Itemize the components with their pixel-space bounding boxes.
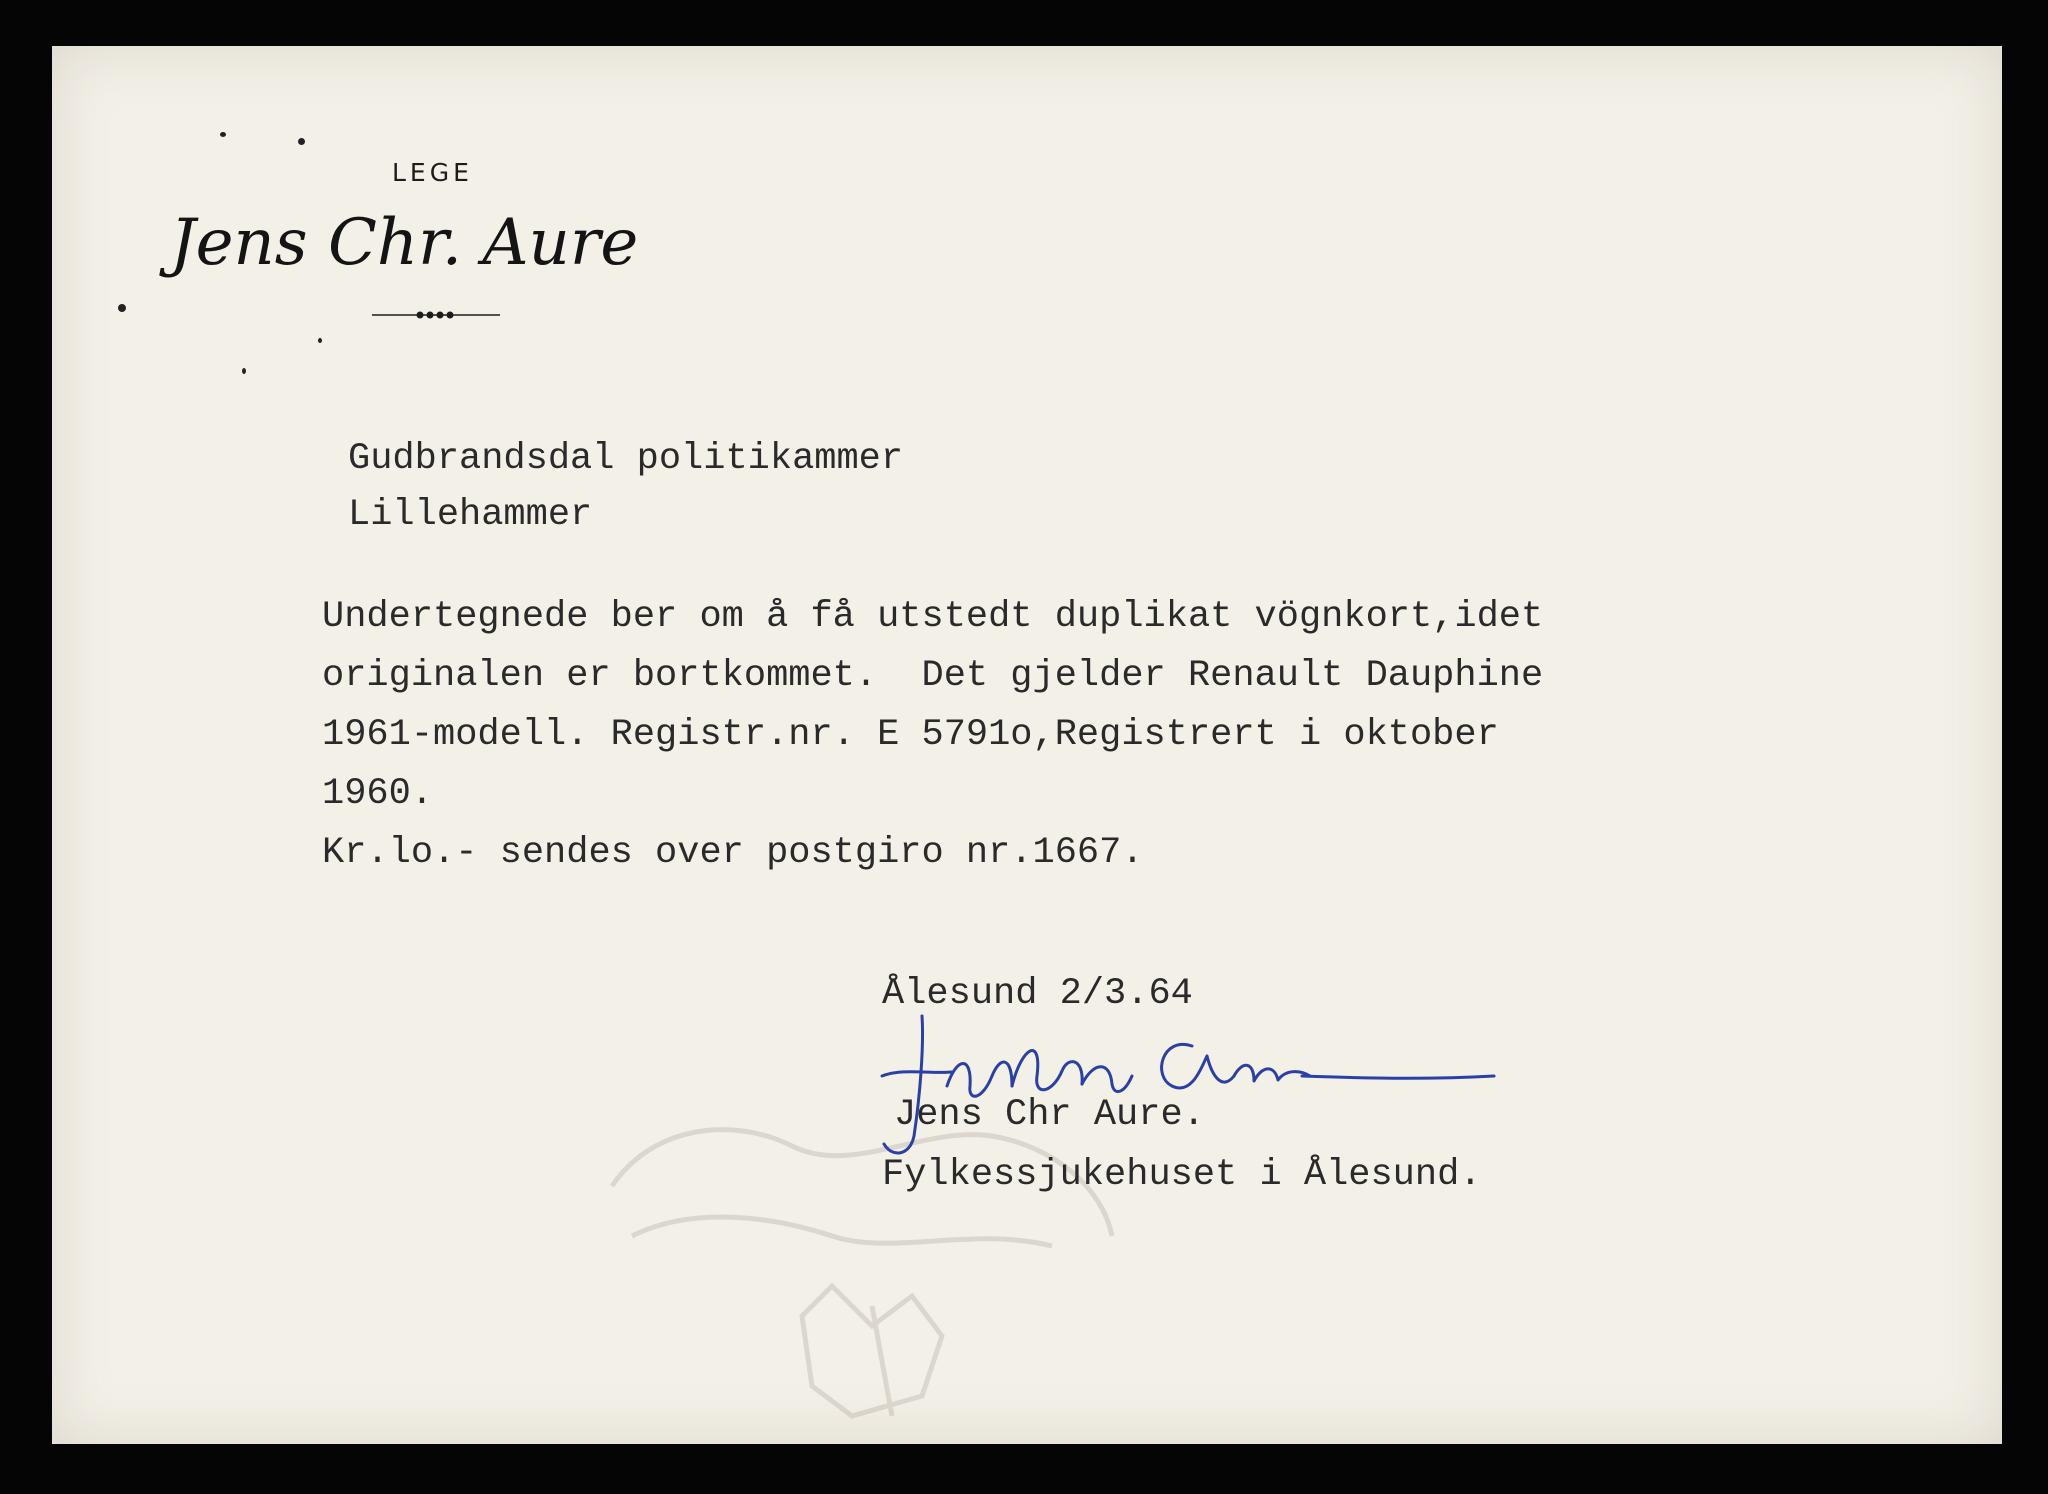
body-line: 1960.	[322, 773, 434, 815]
paper-speck	[118, 304, 126, 312]
recipient-city: Lillehammer	[348, 494, 593, 536]
body-line: originalen er bortkommet. Det gjelder Renault Dauphine	[322, 655, 1544, 697]
paper-speck	[318, 338, 322, 343]
letterhead-name: Jens Chr. Aure	[170, 206, 639, 280]
body-line: 1961-modell. Registr.nr. E 5791o,Registrert i oktober	[322, 714, 1499, 756]
letterhead-title: LEGE	[392, 158, 473, 187]
paper-speck	[298, 138, 305, 145]
body-line: Undertegnede ber om å få utstedt duplikat vögnkort,idet	[322, 596, 1544, 638]
letter-paper	[52, 46, 2002, 1444]
recipient-name: Gudbrandsdal politikammer	[348, 438, 904, 480]
signer-institution: Fylkessjukehuset i Ålesund.	[882, 1154, 1482, 1196]
paper-speck	[220, 132, 226, 137]
signer-name: Jens Chr Aure.	[894, 1094, 1205, 1136]
paper-speck	[242, 368, 246, 374]
place-and-date: Ålesund 2/3.64	[882, 973, 1193, 1015]
letterhead-ornament-rule	[372, 308, 500, 322]
body-line: Kr.lo.- sendes over postgiro nr.1667.	[322, 832, 1144, 874]
